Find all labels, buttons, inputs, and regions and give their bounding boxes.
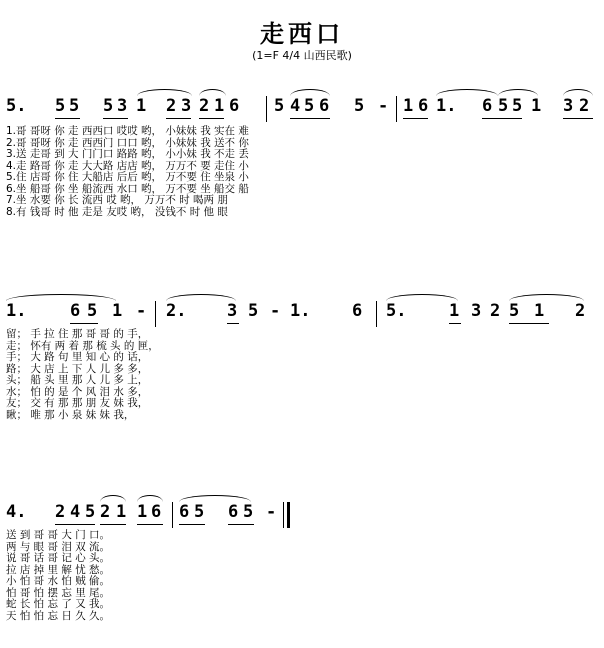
song-subtitle: (1=F 4/4 山西民歌) [252,49,352,62]
slur [137,89,192,96]
note: 3 [181,96,192,116]
lyric-verse: 送 到 哥 哥 大 门 口。 [6,529,111,541]
underline [100,524,126,525]
note: 6 [179,502,190,522]
note: - [266,502,277,522]
note: 1 [116,502,127,522]
underline [166,118,191,119]
lyric-verse: 友； 交 有 那 那 朋 友 妹 我， [6,397,149,409]
note: 5 [87,301,98,321]
lyric-verse: 蛇 长 怕 忘 了 又 我。 [6,598,111,610]
note: 1. [6,301,27,321]
note: 1 [403,96,414,116]
note: 5 [103,96,114,116]
note: 2 [55,502,66,522]
note: 1 [449,301,460,321]
underline [103,118,128,119]
lyric-verse: 路； 大 店 上 下 人 儿 多 多， [6,362,149,375]
lyric-verse: 天 怕 怕 忘 日 久 久。 [6,609,111,622]
note: - [136,301,147,321]
bar-line [396,96,397,122]
final-bar-line [287,502,290,528]
slur [386,294,458,301]
note: 6 [418,96,429,116]
underline [509,323,549,324]
underline [482,118,522,119]
underline [227,323,239,324]
slur [509,294,584,301]
notation-line-2 [0,297,604,327]
song-title: 走西口 [260,19,344,48]
note: 1 [214,96,225,116]
lyric-verse: 拉 店 掉 里 解 忧 愁。 [6,563,111,576]
slur [179,495,251,502]
note: 5 [354,96,365,116]
note: 5 [248,301,259,321]
underline [55,524,95,525]
note: 1 [531,96,542,116]
bar-line [155,301,156,327]
lyric-verse: 8.有 钱哥 时 他 走是 友哎 哟， 没钱不 时 他 眼 [6,205,228,218]
note: 5. [386,301,407,321]
note: - [378,96,389,116]
bar-line [376,301,377,327]
note: 5 [55,96,66,116]
note: 5 [85,502,96,522]
lyric-verse: 1.哥 哥呀 你 走 西西口 哎哎 哟， 小妹妹 我 实在 难 [6,125,249,137]
lyric-verse: 头； 船 头 里 那 人 儿 多 上， [6,374,149,386]
underline [290,118,330,119]
note: 5. [6,96,27,116]
bar-line [172,502,173,528]
note: 5 [304,96,315,116]
notation-line-3 [0,498,604,528]
lyrics-block-3 [6,530,110,622]
note: 2 [579,96,590,116]
lyric-verse: 7.坐 水要 你 长 流西 哎 哟， 万万不 时 喝两 朋 [6,194,228,206]
note: 6 [228,502,239,522]
note: 6 [229,96,240,116]
underline [563,118,593,119]
note: 1. [436,96,457,116]
note: 2 [199,96,210,116]
slur [137,495,163,502]
note: 6 [482,96,493,116]
slur [166,294,236,301]
note: 3 [117,96,128,116]
note: 4 [70,502,81,522]
underline [449,323,461,324]
note: 6 [319,96,330,116]
note: 2 [100,502,111,522]
note: 5 [512,96,523,116]
lyric-verse: 走； 怀有 两 着 那 梳 头 的 匣， [6,339,159,352]
lyric-verse: 瞅； 唯 那 小 泉 妹 妹 我， [6,408,135,421]
note: 1 [534,301,545,321]
note: 5 [509,301,520,321]
lyric-verse: 6.坐 船哥 你 坐 船流西 水口 哟， 万不要 坐 船交 船 [6,182,249,195]
bar-line [283,502,284,528]
note: 5 [243,502,254,522]
note: 5 [498,96,509,116]
note: 1 [136,96,147,116]
lyric-verse: 手； 大 路 句 里 知 心 的 话， [6,351,149,363]
note: 6 [352,301,363,321]
lyric-verse: 5.住 店哥 你 住 大船店 后后 哟， 万不要 住 坐泉 小 [6,171,249,183]
lyric-verse: 2.哥 哥呀 你 走 西西门 口口 哟， 小妹妹 我 送不 你 [6,136,249,149]
notation-line-1 [0,92,604,122]
underline [199,118,224,119]
lyric-verse: 两 与 眼 哥 泪 双 流。 [6,540,111,553]
lyric-verse: 怕 哥 怕 摆 忘 里 尾。 [6,586,111,599]
note: 2. [166,301,187,321]
score-system-3 [0,498,604,648]
slur [563,89,593,96]
lyric-verse: 小 怕 哥 水 怕 贼 偷。 [6,575,111,587]
note: 4. [6,502,27,522]
note: - [270,301,281,321]
lyric-verse: 4.走 路哥 你 走 大大路 店店 哟， 万万不 要 走住 小 [6,159,249,172]
slur [436,89,498,96]
slur [498,89,538,96]
note: 2 [166,96,177,116]
underline [228,524,254,525]
note: 1 [137,502,148,522]
note: 2 [490,301,501,321]
note: 1 [112,301,123,321]
slur [199,89,226,96]
underline [403,118,428,119]
slur [290,89,330,96]
lyrics-block-1 [6,126,249,218]
note: 6 [151,502,162,522]
note: 1. [290,301,311,321]
note: 3 [471,301,482,321]
lyrics-block-2 [6,329,159,421]
underline [70,323,98,324]
note: 6 [70,301,81,321]
underline [55,118,80,119]
underline [179,524,205,525]
note: 2 [575,301,586,321]
note: 3 [563,96,574,116]
score-system-1 [0,92,604,242]
bar-line [266,96,267,122]
note: 5 [69,96,80,116]
lyric-verse: 说 哥 话 哥 记 心 头。 [6,552,111,564]
lyric-verse: 3.送 走哥 到 大 门门口 路路 哟， 小小妹 我 不走 丢 [6,148,249,160]
score-system-2 [0,297,604,447]
lyric-verse: 水； 怕 的 是 个 风 泪 水 多， [6,385,149,398]
slur [100,495,126,502]
note: 5 [274,96,285,116]
note: 3 [227,301,238,321]
underline [137,524,163,525]
note: 5 [194,502,205,522]
note: 4 [290,96,301,116]
lyric-verse: 留； 手 拉 住 那 哥 哥 的 手， [6,328,149,340]
slur [6,294,116,301]
